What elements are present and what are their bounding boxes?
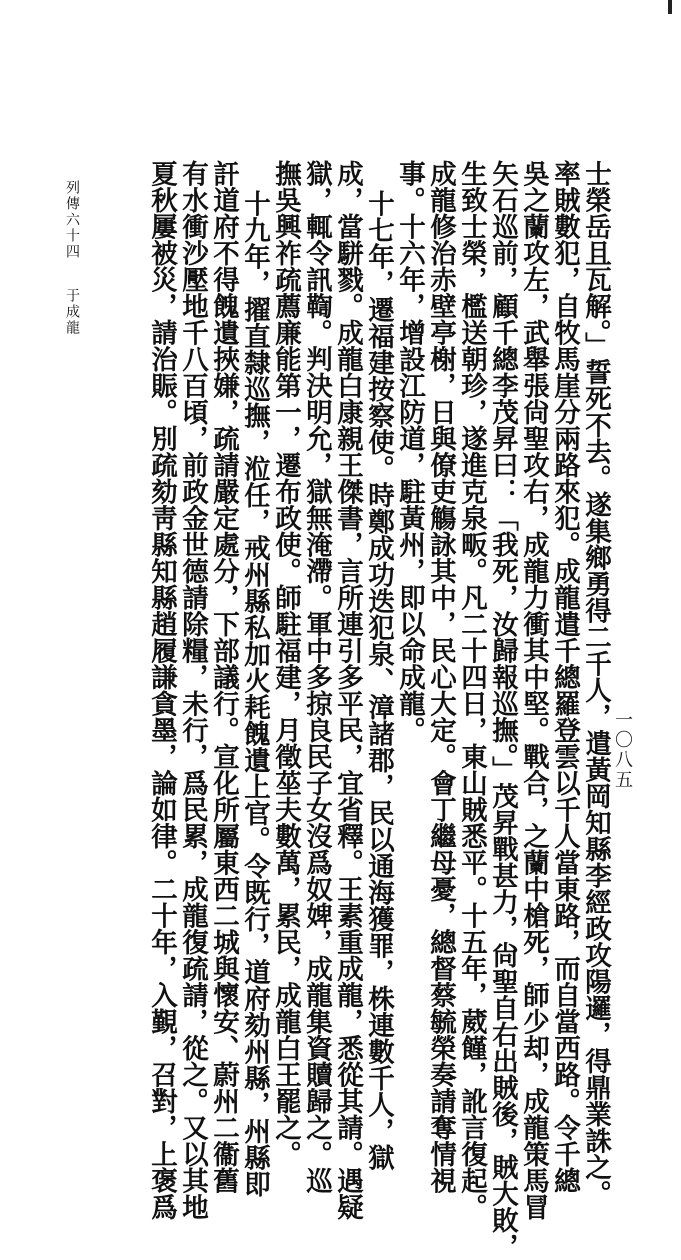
- chapter-label: 列傳六十四: [64, 180, 80, 260]
- margin-header: [62, 180, 82, 336]
- scan-edge-mark: [668, 0, 672, 14]
- text-column-14: 有水衝沙壓地千八百頃，前政金世德請除糧，未行，爲民累，成龍復疏請，從之。又以其地: [177, 160, 208, 1220]
- text-column-9: 成，當駢戮。成龍白康親王傑書，言所連引多平民，宜省釋。王素重成龍，悉從其請。遇疑: [332, 160, 363, 1220]
- text-column-2: 率賊數犯，自牧馬崖分兩路來犯。成龍遣千總羅登雲以千人當東路，而自當西路。令千總: [549, 160, 580, 1194]
- text-column-4: 矢石巡前，顧千總李茂昇曰：「我死，汝歸報巡撫。」茂昇戰甚力，尙聖自右出賊後，賊大敗，: [487, 160, 518, 1260]
- text-column-5: 生致士榮，檻送朝珍，遂進克泉畈。凡二十四日，東山賊悉平。十五年，葳饉，訛言復起。: [456, 160, 487, 1220]
- page-number: 一〇八五: [612, 710, 633, 790]
- text-column-7: 事。十六年，增設江防道，駐黃州，即以命成龍。: [394, 160, 425, 743]
- text-column-15: 夏秋屢被災，請治賑。別疏劾靑縣知縣趙履謙貪墨，論如律。二十年，入覲，召對，上褒爲: [146, 160, 177, 1220]
- text-column-12: 十九年，擢直隸巡撫，涖任，戒州縣私加火耗餽遺上官。令既行，道府劾州縣，州縣即: [239, 190, 270, 1197]
- text-column-13: 訐道府不得餽遺挾嫌，疏請嚴定處分，下部議行。宣化所屬東西二城與懷安、蔚州二衞舊: [208, 160, 239, 1194]
- text-column-1: 士榮岳且瓦解。」誓死不去。遂集鄉勇得二千人，遣黃岡知縣李經政攻陽邏，得鼎業誅之。: [580, 160, 611, 1207]
- text-column-8: 十七年，遷福建按察使。時鄭成功迭犯泉、漳諸郡，民以通海獲罪，株連數千人，獄: [363, 190, 394, 1171]
- text-column-10: 獄，輒令訊鞫。判決明允，獄無淹滯。軍中多掠良民子女沒爲奴婢，成龍集資贖歸之。巡: [301, 160, 332, 1194]
- text-column-11: 撫吳興祚疏薦廉能第一，遷布政使。師駐福建，月徵莝夫數萬，累民，成龍白王罷之。: [270, 160, 301, 1167]
- text-column-6: 成龍修治赤壁亭榭，日與僚吏觴詠其中，民心大定。會丁繼母憂，總督蔡毓榮奏請奪情視: [425, 160, 456, 1194]
- subject-name: 于成龍: [64, 288, 80, 336]
- text-column-3: 吳之蘭攻左，武舉張尙聖攻右，成龍力衝其中堅。戰合，之蘭中槍死，師少却，成龍策馬冒: [518, 160, 549, 1220]
